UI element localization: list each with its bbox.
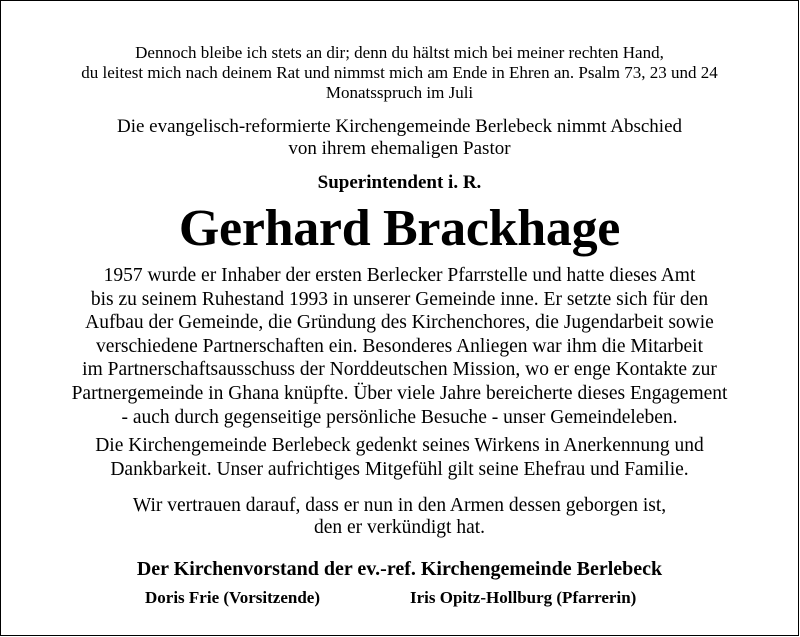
verse-line: du leitest mich nach deinem Rat und nimmst mich am Ende in Ehren an. Psalm 73, 23 und 24 [81, 63, 718, 82]
biography-line: verschiedene Partnerschaften ein. Besonderes Anliegen war ihm die Mitarbeit [96, 335, 703, 357]
intro-line: von ihrem ehemaligen Pastor [288, 138, 511, 159]
deceased-name: Gerhard Brackhage [178, 200, 621, 257]
verse-caption: Monatsspruch im Juli [325, 83, 474, 102]
biography-line: bis zu seinem Ruhestand 1993 in unserer Gemeinde inne. Er setzte sich für den [90, 288, 709, 310]
biography-line: 1957 wurde er Inhaber der ersten Berlecker Pfarrstelle und hatte dieses Amt [103, 265, 696, 286]
biography-line: Partnergemeinde in Ghana knüpfte. Über viele Jahre bereicherte dieses Engagement [71, 383, 728, 404]
intro-line: Die evangelisch-reformierte Kirchengemeinde Berlebeck nimmt Abschied [116, 116, 683, 137]
biography-line: - auch durch gegenseitige persönliche Besuche - unser Gemeindeleben. [121, 406, 678, 428]
closing-line: den er verkündigt hat. [313, 517, 486, 538]
signature-organization: Der Kirchenvorstand der ev.-ref. Kirchengemeinde Berlebeck [136, 558, 663, 580]
remembrance-line: Die Kirchengemeinde Berlebeck gedenkt seines Wirkens in Anerkennung und [95, 435, 704, 456]
remembrance-line: Dankbarkeit. Unser aufrichtiges Mitgefühl gilt seine Ehefrau und Familie. [110, 459, 689, 480]
signature-pastor: Iris Opitz-Hollburg (Pfarrerin) [410, 588, 637, 607]
closing-line: Wir vertrauen darauf, dass er nun in den Armen dessen geborgen ist, [132, 495, 667, 516]
signature-chair: Doris Frie (Vorsitzende) [145, 588, 320, 607]
biography-line: Aufbau der Gemeinde, die Gründung des Kirchenchores, die Jugendarbeit sowie [85, 312, 714, 334]
biography-line: im Partnerschaftsausschuss der Norddeutschen Mission, wo er enge Kontakte zur [82, 359, 717, 381]
deceased-title: Superintendent i. R. [317, 172, 482, 193]
verse-line: Dennoch bleibe ich stets an dir; denn du hältst mich bei meiner rechten Hand, [135, 43, 664, 62]
